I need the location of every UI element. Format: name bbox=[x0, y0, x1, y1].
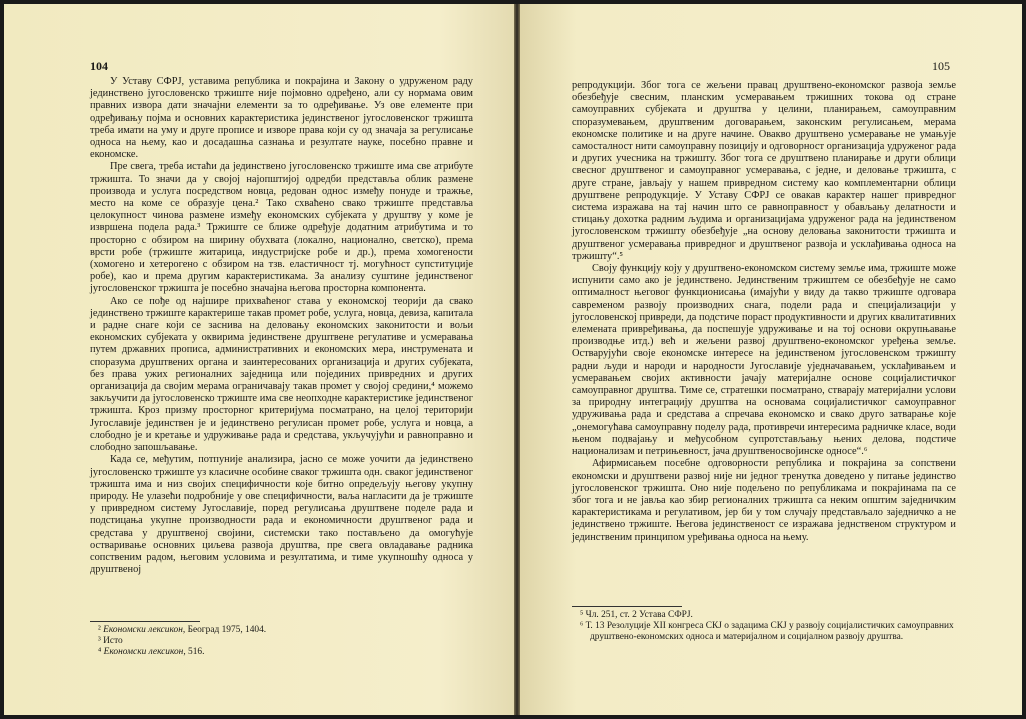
footnote-number: ⁵ bbox=[580, 610, 584, 620]
footnote-rule bbox=[572, 606, 682, 607]
paragraph: репродукцији. Због тога се жељени правац друштвено-економског развоја земље обезбеђује свесним, планским усмеравањем тржишних токова од стране самоуправних субјеката и друштва у целини, планирањем, самоуправним споразумевањем, друштвеним договарањем, законским регулисањем, мерама економске политике и на друге начине. Овакво друштвено усмеравање не умањује самосталност нити самоуправну позицију и одговорност организација удруженог рада и других учесника на тржишту. Због тога се друштвено планирање и други облици свесног друштвеног и самоуправног усмеравања, с једне, и деловање тржишта, с друге стране, јављају у нашем привредном систему као комплементарни облици друштвене репродукције. У Уставу СФРЈ се овакав карактер нашег привредног система изражава на тај начин што се равноправност у обављању делатности и стицању дохотка радним људима и организацијама удруженог рада на јединственом југословенском тржишту обезбеђује „на основу деловања законитости тржишта и друштвеног усмеравања привредног и друштвеног развоја и усклађивања односа на тржишту“.⁵ bbox=[572, 80, 956, 262]
footnote-text: , Београд 1975, 1404. bbox=[182, 625, 267, 635]
right-page-body bbox=[572, 80, 956, 544]
footnote-text: Исто bbox=[103, 636, 123, 647]
footnote bbox=[572, 621, 956, 643]
footnote-number: ² bbox=[98, 625, 101, 635]
paragraph: Своју функцију коју у друштвено-економском систему земље има, тржиште може испунити само ако је јединствено. Јединственим тржиштем се обезбеђује не само оптималност његовог функционисања (имајући у виду да такво тржиште одговара савременом развоју производних снага, подели рада и специјализацији у југословенској привреди, да подстиче пораст продуктивности и других квалитативних елемената привређивања, да поспешује удруживање и на тој основи окрупњавање производње итд.) већ и жељени развој друштвено-економског уређења земље. Остварујући своје економске интересе на јединственом југословенском тржишту радни људи и народи и народности Југославије уједначавањем, усклађивањем и усмеравањем својих активности јачају материјалне основе социјалистичког самоуправног друштва. Тиме се, стратешки посматрано, стварају материјални услови за природну интеграцију друштва на основама социјалистичког самоуправног удруживања рада и средстава а спречава економско и свако друго затварање које „онемогућава самоуправну поделу рада, противречи интересима радничке класе, води њеном подвајању и међусобном супротстављању њених делова, подстиче национализам и петрињевност, јача друштвеносвојинске односе“.⁶ bbox=[572, 263, 956, 458]
footnote-number: ³ bbox=[98, 636, 101, 647]
page-number-left: 104 bbox=[90, 59, 108, 73]
paragraph: Афирмисањем посебне одговорности република и покрајина за сопствени економски и друштвени развој није ни једног тренутка доведено у питање јединство југословенског тржишта. Оно није подељено по републикама и покрајинама па се због тога и не јавља као збир регионалних тржишта са неким општим заједничким карактеристикама и регулативом, јер би у том случају представљало заједничко а не јединствено тржиште. Његова јединственост се изражава једнственом структуром и јединственим принципом уређивања односа на њему. bbox=[572, 458, 956, 543]
paragraph: Ако се пође од најшире прихваћеног става у економској теорији да свако јединствено тржиште карактерише такав промет робе, услуга, новца, девиза, капитала и радне снаге који се заснива на деловању економских законитости и вољи економских субјеката у оквирима јединствене друштвене регулативе и усмеравања путем државних прописа, административних и економских мера, инструмената и споразума друштвених органа и заинтересованих организација и других субјеката, без права ужих регионалних заједница или појединих привредних и других организација да својим мерама ограничавају такав промет у својој средини,⁴ можемо закључити да југословенско тржиште има све неопходне карактеристике јединственог тржишта. Кроз призму просторног критеријума посматрано, на целој територији Југославије јединствен је и јединствено регулисан промет робе, услуга и новца, а слободно је и кретање и удруживање рада и средстава, укључујући и равноправно и слободно запошљавање. bbox=[90, 295, 473, 454]
footnote-number: ⁶ bbox=[580, 621, 584, 632]
footnotes-right bbox=[572, 606, 956, 644]
footnote-title: Економски лексикон bbox=[103, 647, 184, 658]
footnote-number: ⁴ bbox=[98, 647, 102, 658]
footnote bbox=[90, 636, 473, 647]
footnote-text: Т. 13 Резолуције XII конгреса СКЈ о задацима СКЈ у развоју социјалистичких самоуправних друштвено-економских односа и материјалном и социјалном развоју друштва. bbox=[585, 621, 954, 643]
footnote-text: Чл. 251, ст. 2 Устава СФРЈ. bbox=[585, 610, 693, 620]
paragraph: Када се, међутим, потпуније анализира, јасно се може уочити да јединствено југословенско тржиште уз класичне особине сваког тржишта одн. сваког јединственог тржишта има и низ својих специфичности које битно опредељују његову укупну природу. Не улазећи подробније у ове специфичности, ваља нагласити да је тржиште у привредном систему Југославије, поред регулисања друштвене поделе рада и подстицања укупне производности рада и економичности друштвеног рада и средстава у друштвеној својини, системски тако постављено да омогућује остваривање основних циљева развоја друштва, пре свега овладавање радника сопственим радом, његовим условима и резултатима, и тиме укупношћу односа у друштвеној bbox=[90, 454, 473, 576]
footnote bbox=[572, 610, 956, 621]
paragraph: Пре свега, треба истаћи да јединствено југословенско тржиште има све атрибуте тржишта. То значи да у својој најопштијој одредби представља облик размене производа и услуга посредством новца, редован однос између понуде и тражње, место на коме се образује цена.² Тако схваћено свако тржиште представља целокупност чинова размене између економских субјеката у друштву у коме је извршена подела рада.³ Тржиште се ближе одређује додатним атрибутима и то просторно с обзиром на ширину обухвата (локално, национално, светско), према врсти робе (тржиште житарица, индустријске робе и др.), према хомогености (хомогено и хетерогено с обзиром на тзв. еластичност тј. могућност супституције робе), као и према другим карактеристикама. За анализу суштине јединственог југословенског тржишта је посебно значајна његова просторна компонента. bbox=[90, 161, 473, 295]
left-page bbox=[4, 4, 516, 715]
footnote-title: Економски лексикон bbox=[103, 625, 183, 635]
page-number-right: 105 bbox=[932, 59, 950, 73]
footnote bbox=[90, 625, 473, 636]
book-gutter bbox=[514, 4, 520, 715]
left-page-body bbox=[90, 76, 473, 576]
footnote-rule bbox=[90, 621, 200, 622]
footnote-text: , 516. bbox=[183, 647, 205, 658]
footnotes-left bbox=[90, 621, 473, 659]
paragraph: У Уставу СФРЈ, уставима република и покрајина и Закону о удруженом раду јединствено југословенско тржиште није појмовно одређено, али су нормама овим правних извора дати значајни елементи за то одређивање. Уз ове елементе при одређивању појма и основних карактеристика јединственог југословенског тржишта треба имати на уму и друге прописе и изворе права који су од значаја за регулисање односа на њему, као и досадашња сазнања и резултате науке, посебно правне и економске. bbox=[90, 76, 473, 161]
footnote bbox=[90, 647, 473, 658]
